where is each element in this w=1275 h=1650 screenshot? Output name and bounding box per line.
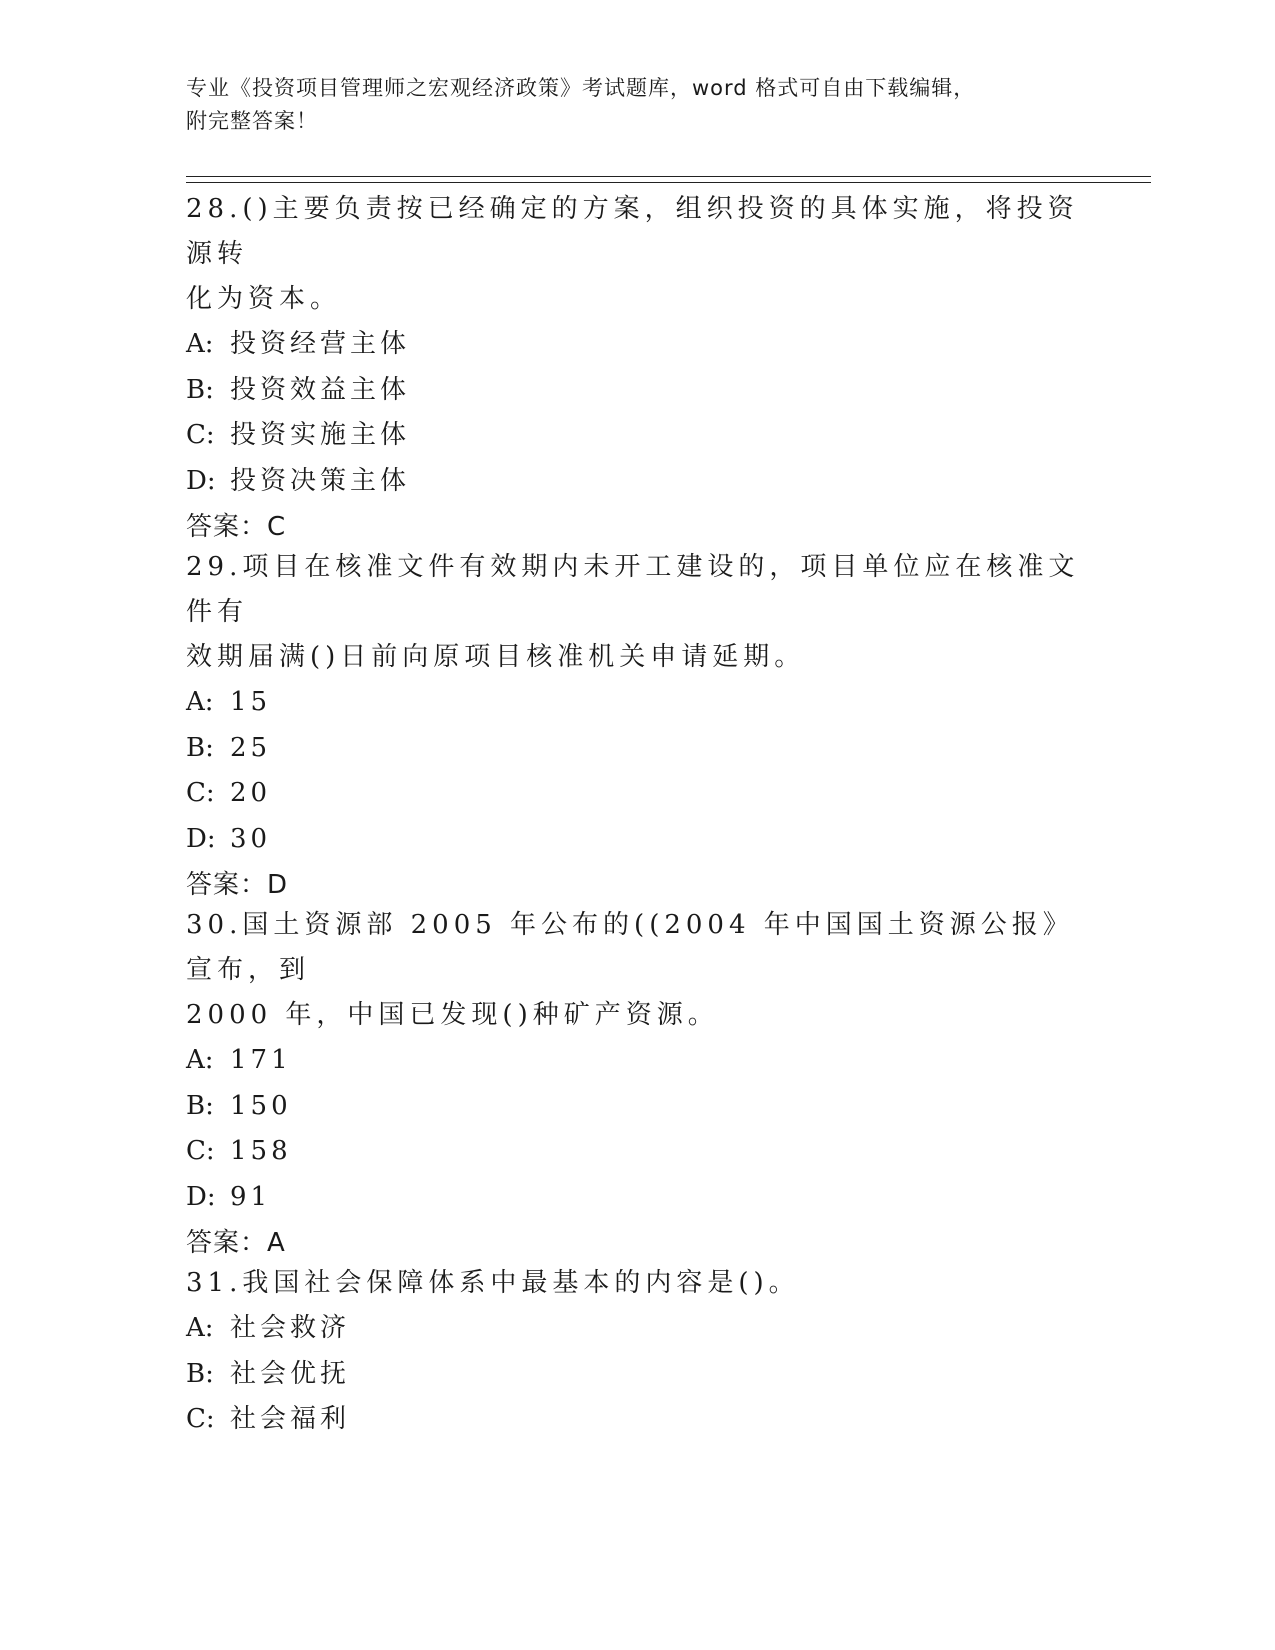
option-letter: B: xyxy=(186,1090,214,1121)
option-text: 15 xyxy=(230,687,272,717)
question-stem-line: 2000 年，中国已发现()种矿产资源。 xyxy=(186,1000,719,1030)
question-stem-line: 28.()主要负责按已经确定的方案，组织投资的具体实施，将投资源转 xyxy=(186,194,1079,269)
option-text: 20 xyxy=(230,778,272,808)
option-d xyxy=(186,817,1086,863)
question-28 xyxy=(186,187,1086,550)
option-letter: C: xyxy=(186,778,215,808)
option-letter: C: xyxy=(186,420,215,450)
question-31 xyxy=(186,1261,1086,1443)
option-letter: C: xyxy=(186,1136,215,1166)
question-stem-line: 29.项目在核准文件有效期内未开工建设的，项目单位应在核准文件有 xyxy=(186,552,1080,627)
option-text: 社会福利 xyxy=(230,1404,351,1434)
question-30 xyxy=(186,903,1086,1266)
option-b xyxy=(186,1084,1086,1130)
option-c xyxy=(186,413,1086,459)
option-text: 30 xyxy=(230,823,272,854)
option-b xyxy=(186,1352,1086,1398)
option-a xyxy=(186,680,1086,726)
answer-line: 答案：A xyxy=(186,1228,286,1258)
option-text: 社会优抚 xyxy=(230,1358,351,1389)
question-stem-line: 31.我国社会保障体系中最基本的内容是()。 xyxy=(186,1268,800,1298)
question-29 xyxy=(186,545,1086,908)
option-text: 150 xyxy=(230,1090,292,1121)
document-header xyxy=(186,72,1066,138)
option-a xyxy=(186,322,1086,368)
question-stem-line: 化为资本。 xyxy=(186,284,342,314)
option-a xyxy=(186,1306,1086,1352)
option-c xyxy=(186,1397,1086,1443)
option-letter: A: xyxy=(186,1313,214,1343)
option-letter: B: xyxy=(186,1358,214,1389)
option-text: 91 xyxy=(230,1181,272,1212)
option-letter: B: xyxy=(186,374,214,405)
option-c xyxy=(186,771,1086,817)
option-letter: D: xyxy=(186,823,216,854)
option-text: 投资效益主体 xyxy=(230,374,411,405)
header-divider-bottom xyxy=(186,182,1151,183)
option-d xyxy=(186,459,1086,505)
option-a xyxy=(186,1038,1086,1084)
option-text: 投资实施主体 xyxy=(230,420,411,450)
option-text: 158 xyxy=(230,1136,292,1166)
header-line-1: 专业《投资项目管理师之宏观经济政策》考试题库，word 格式可自由下载编辑， xyxy=(186,76,976,100)
option-text: 171 xyxy=(230,1045,292,1075)
option-letter: A: xyxy=(186,329,214,359)
answer-line: 答案：D xyxy=(186,870,289,900)
question-stem-line: 效期届满()日前向原项目核准机关申请延期。 xyxy=(186,642,806,672)
header-line-2: 附完整答案！ xyxy=(186,109,318,133)
option-c xyxy=(186,1129,1086,1175)
option-letter: D: xyxy=(186,465,216,496)
answer-line: 答案：C xyxy=(186,512,287,542)
option-text: 25 xyxy=(230,732,272,763)
option-letter: C: xyxy=(186,1404,215,1434)
option-letter: A: xyxy=(186,1045,214,1075)
option-text: 社会救济 xyxy=(230,1313,351,1343)
option-b xyxy=(186,368,1086,414)
option-b xyxy=(186,726,1086,772)
question-stem-line: 30.国土资源部 2005 年公布的((2004 年中国国土资源公报》宣布，到 xyxy=(186,910,1074,985)
option-text: 投资经营主体 xyxy=(230,329,411,359)
option-d xyxy=(186,1175,1086,1221)
option-letter: D: xyxy=(186,1181,216,1212)
option-text: 投资决策主体 xyxy=(230,465,411,496)
header-divider-top xyxy=(186,176,1151,177)
option-letter: A: xyxy=(186,687,214,717)
option-letter: B: xyxy=(186,732,214,763)
